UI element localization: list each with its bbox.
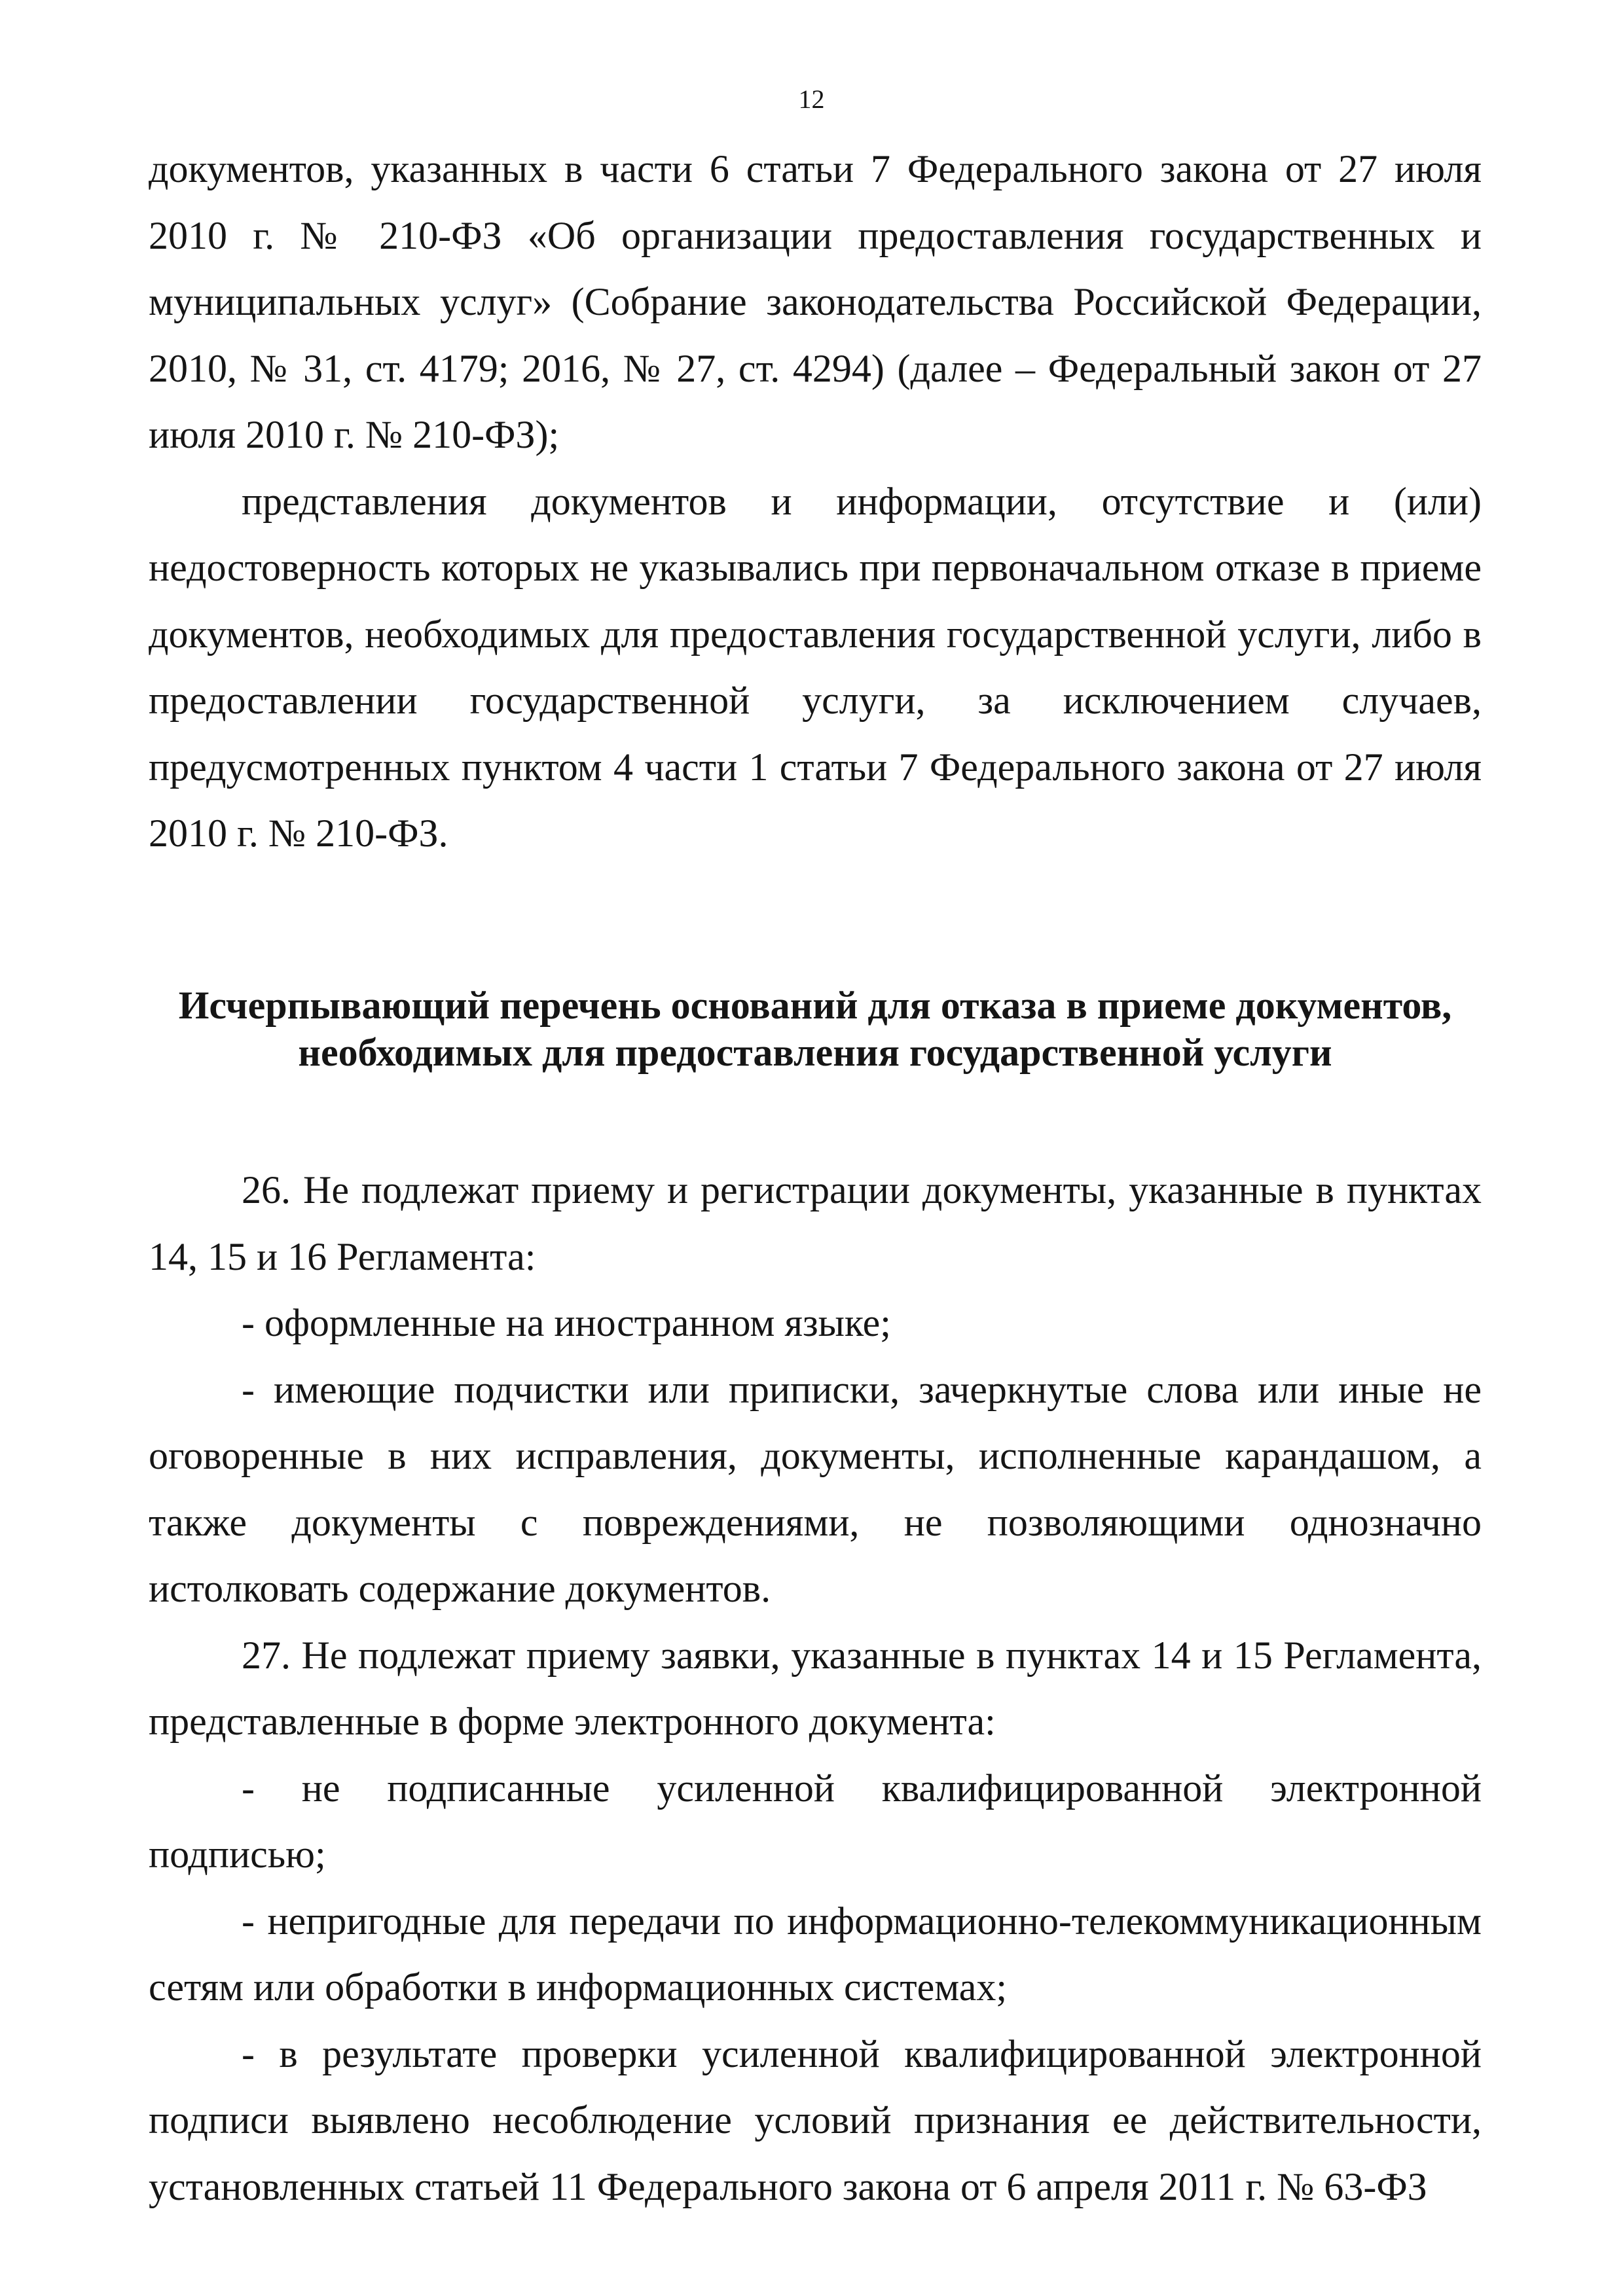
page-number: 12 — [798, 84, 825, 114]
paragraph-continuation: документов, указанных в части 6 статьи 7 Федерального закона от 27 июля 2010 г. № 210-ФЗ «Об организации предоставления государственных и муниципальных услуг» (Собрание законодательства Российской Федерации, 2010, № 31, ст. 4179; 2016, № 27, ст. 4294) (далее – Федеральный закон от 27 июля 2010 г. № 210-ФЗ); — [149, 147, 1482, 456]
section-heading-line-1: Исчерпывающий перечень оснований для отказа в приеме документов, — [178, 984, 1452, 1027]
list-item-unfit-for-transfer: - непригодные для передачи по информационно-телекоммуникационным сетям или обработки в информационных системах; — [149, 1899, 1482, 2009]
list-item-signature-check: - в результате проверки усиленной квалифицированной электронной подписи выявлено несоблюдение условий признания ее действительности, установленных статьей 11 Федерального закона от 6 апреля 2011 г. № 63-ФЗ — [149, 2032, 1482, 2208]
section-heading — [149, 982, 1482, 1076]
bottom-text-section — [149, 1157, 1482, 2220]
paragraph-item-27: 27. Не подлежат приему заявки, указанные в пунктах 14 и 15 Регламента, представленные в форме электронного документа: — [149, 1633, 1482, 1743]
list-item-foreign-language: - оформленные на иностранном языке; — [242, 1301, 891, 1344]
list-item-unsigned: - не подписанные усиленной квалифицированной электронной подписью; — [149, 1766, 1482, 1876]
top-text-section — [149, 136, 1482, 867]
list-item-corrections: - имеющие подчистки или приписки, зачеркнутые слова или иные не оговоренные в них исправления, документы, исполненные карандашом, а также документы с повреждениями, не позволяющими однозначно истолковать содержание документов. — [149, 1367, 1482, 1610]
section-heading-line-2: необходимых для предоставления государственной услуги — [298, 1031, 1332, 1074]
paragraph-documents-info: представления документов и информации, отсутствие и (или) недостоверность которых не указывались при первоначальном отказе в приеме документов, необходимых для предоставления государственной услуги, либо в предоставлении государственной услуги, за исключением случаев, предусмотренных пунктом 4 части 1 статьи 7 Федерального закона от 27 июля 2010 г. № 210-ФЗ. — [149, 479, 1482, 855]
paragraph-item-26: 26. Не подлежат приему и регистрации документы, указанные в пунктах 14, 15 и 16 Регламента: — [149, 1168, 1482, 1278]
